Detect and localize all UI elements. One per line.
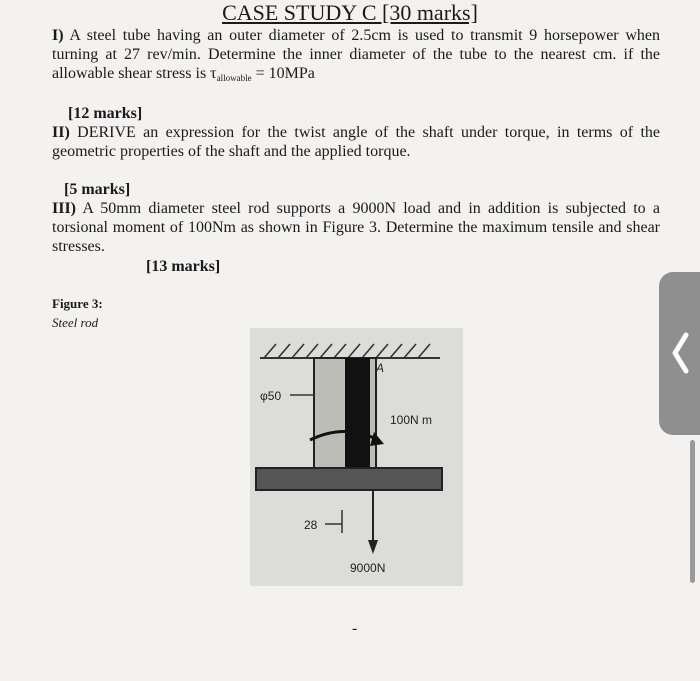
bottom-plate: [256, 468, 442, 490]
case-study-title: CASE STUDY C [30 marks]: [222, 0, 478, 25]
diameter-label: φ50: [260, 389, 282, 403]
scrollbar[interactable]: [690, 440, 695, 583]
question-1-marks: [12 marks]: [68, 105, 143, 122]
point-a-label: A: [376, 361, 385, 375]
load-arrowhead: [368, 540, 378, 554]
question-3: [52, 199, 660, 256]
offset-label: 28: [304, 518, 318, 532]
torque-label: 100N m: [390, 413, 433, 427]
question-3-text: A 50mm diameter steel rod supports a 9000N load and in addition is subjected to a torsional moment of 100Nm as shown in Figure 3. Determine the maximum tensile and shear stresses.: [52, 200, 660, 255]
question-2-marks: [5 marks]: [64, 181, 131, 198]
question-1: [52, 26, 660, 88]
question-1-number: I): [52, 27, 64, 44]
rod-dark-band: [345, 358, 370, 468]
question-1-subscript: allowable: [216, 73, 252, 83]
question-1-tail: = 10MPa: [251, 65, 315, 82]
question-2-number: II): [52, 124, 70, 141]
rod-diagram: [250, 328, 463, 586]
ceiling-hatching: [264, 344, 430, 358]
stray-mark: -: [352, 620, 358, 637]
question-3-marks: [13 marks]: [146, 258, 221, 275]
question-2-text: DERIVE an expression for the twist angle of the shaft under torque, in terms of the geometric properties of the shaft and the applied torque.: [52, 124, 660, 160]
question-3-number: III): [52, 200, 77, 217]
question-1-text: A steel tube having an outer diameter of 2.5cm is used to transmit 9 horsepower when turning at 27 rev/min. Determine the inner diameter of the tube to the nearest cm. if the allowable shear stress is τ: [52, 27, 660, 82]
question-2: [52, 123, 660, 161]
figure-caption: Steel rod: [52, 315, 99, 330]
chevron-left-icon: [669, 330, 691, 376]
load-label: 9000N: [350, 561, 386, 575]
side-panel-tab[interactable]: [659, 272, 700, 435]
figure-label: Figure 3:: [52, 296, 103, 311]
figure-3-steel-rod: [250, 328, 463, 586]
